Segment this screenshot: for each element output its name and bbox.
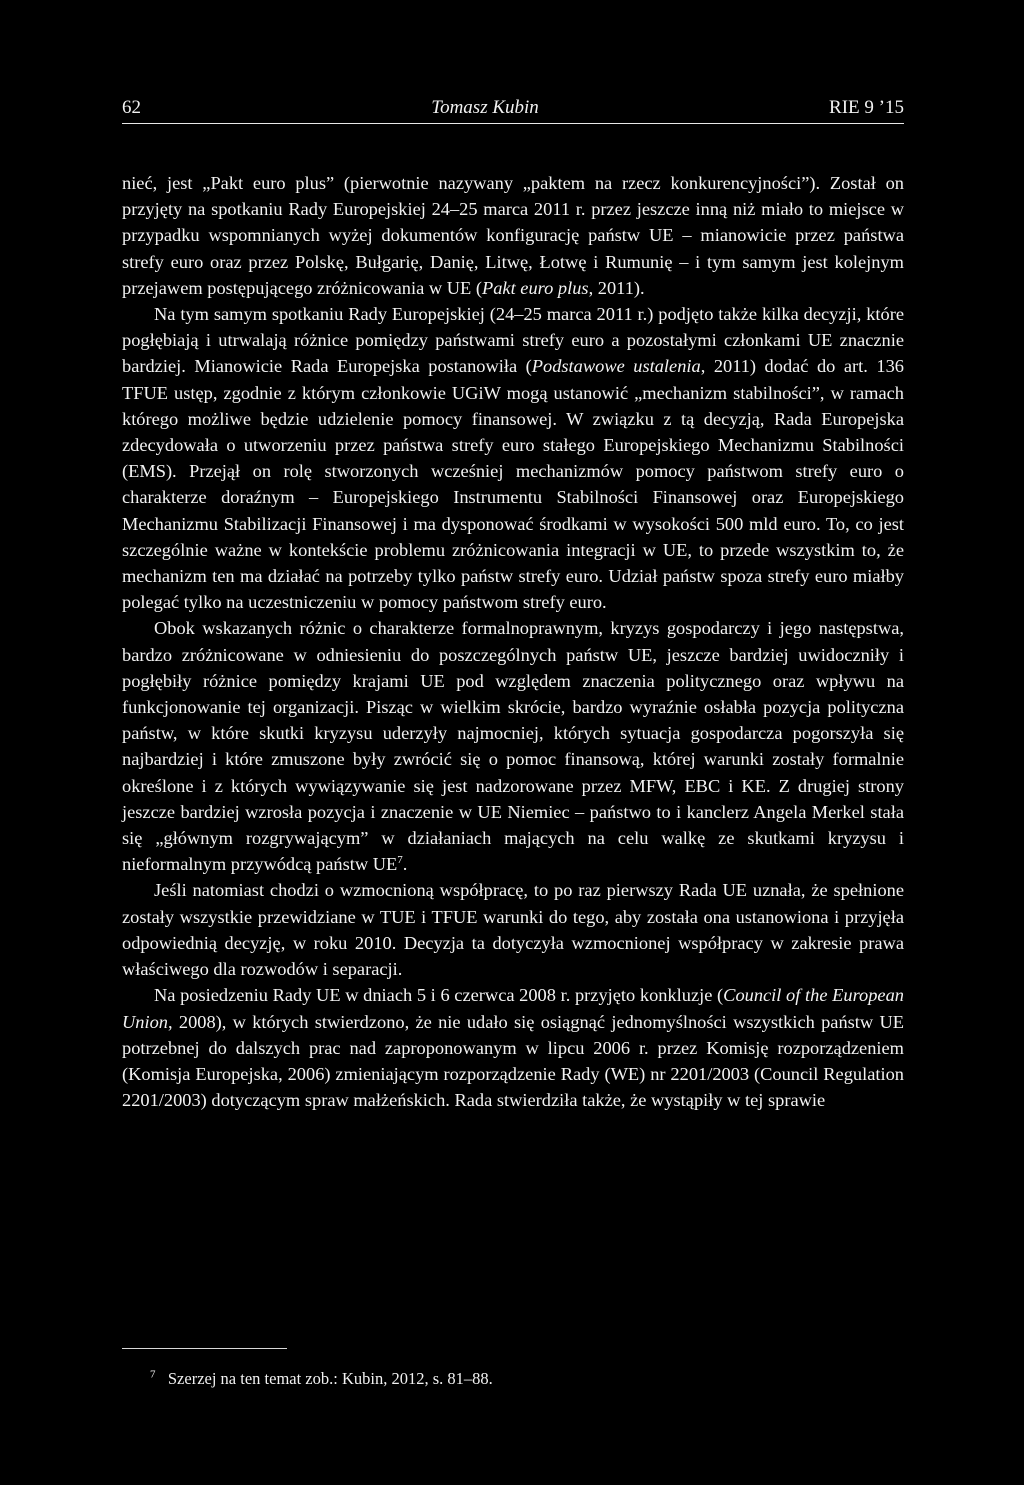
- paragraph-5-text-b: , 2008), w których stwierdzono, że nie udało się osiągnąć jednomyślności wszystkich państw UE potrzebnej do dalszych prac nad zaproponowanym w lipcu 2006 r. przez Komisję rozporządzeniem (Komisja Europejska, 2006) zmieniającym rozporządzenie Rady (WE) nr 2201/2003 (Council Regulation 2201/2003) dotyczącym spraw małżeńskich. Rada stwierdziła także, że wystąpiły w tej sprawie: [122, 1011, 904, 1111]
- footnote-reference[interactable]: 7: [397, 854, 403, 867]
- page: [122, 96, 904, 1113]
- paragraph-5: [122, 982, 904, 1113]
- paragraph-3-end: .: [402, 854, 408, 875]
- paragraph-5-text-a: Na posiedzeniu Rady UE w dniach 5 i 6 czerwca 2008 r. przyjęto konkluzje (: [154, 985, 724, 1006]
- running-header: [122, 96, 904, 124]
- paragraph-1-text: nieć, jest „Pakt euro plus” (pierwotnie nazywany „paktem na rzecz konkurencyjności”). Został on przyjęty na spotkaniu Rady Europejskiej 24–25 marca 2011 r. przez jeszcze inną niż miało to miejsce w przypadku wspomnianych wyżej dokumentów konfigurację państw UE – mianowicie przez państwa strefy euro oraz przez Polskę, Bułgarię, Danię, Litwę, Łotwę i Rumunię – i tym samym jest kolejnym przejawem postępującego zróżnicowania w UE (: [122, 173, 904, 298]
- paragraph-1-end: , 2011).: [588, 277, 645, 298]
- paragraph-1-italic: Pakt euro plus: [482, 277, 589, 298]
- journal-label: RIE 9 ’15: [829, 97, 904, 118]
- page-number: 62: [122, 97, 141, 118]
- footnote-item: [122, 1369, 904, 1389]
- paragraph-2-italic: Podstawowe ustalenia: [531, 356, 701, 377]
- paragraph-2: [122, 301, 904, 615]
- footnote-number: 7: [150, 1368, 156, 1381]
- paragraph-4: [122, 877, 904, 982]
- paragraph-3-text: Obok wskazanych różnic o charakterze formalnoprawnym, kryzys gospodarczy i jego następstwa, bardzo zróżnicowane w odniesieniu do poszczególnych państw UE, jeszcze bardziej uwidoczniły i pogłębiły różnice pomiędzy krajami UE pod względem znaczenia politycznego oraz wpływu na funkcjonowanie tej organizacji. Pisząc w wielkim skrócie, bardzo wyraźnie osłabła pozycja polityczna państw, w które skutki kryzysu uderzyły najmocniej, których sytuacja gospodarcza pogorszyła się najbardziej i które zmuszone były zwrócić się o pomoc finansową, której warunki zostały formalnie określone i z których wywiązywanie się jest nadzorowane przez MFW, EBC i KE. Z drugiej strony jeszcze bardziej wzrosła pozycja i znaczenie w UE Niemiec – państwo to i kanclerz Angela Merkel stała się „głównym rozgrywającym” w działaniach mających na celu walkę ze skutkami kryzysu i nieformalnym przywódcą państw UE: [122, 618, 904, 875]
- paragraph-4-text: Jeśli natomiast chodzi o wzmocnioną współpracę, to po raz pierwszy Rada UE uznała, że spełnione zostały wszystkie przewidziane w TUE i TFUE warunki do tego, aby została ona ustanowiona i przyjęła odpowiednią decyzję, w roku 2010. Decyzja ta dotyczyła wzmocnionej współpracy w zakresie prawa właściwego dla rozwodów i separacji.: [122, 880, 904, 980]
- body-text: [122, 170, 904, 1113]
- footnote-divider: [122, 1348, 287, 1349]
- running-author: Tomasz Kubin: [431, 97, 539, 118]
- paragraph-3: [122, 615, 904, 877]
- footnote-text: Szerzej na ten temat zob.: Kubin, 2012, s. 81–88.: [167, 1369, 493, 1388]
- paragraph-5-italic: Council of the European Union: [122, 985, 904, 1032]
- paragraph-1: [122, 170, 904, 301]
- paragraph-2-text-a: Na tym samym spotkaniu Rady Europejskiej (24–25 marca 2011 r.) podjęto także kilka decyzji, które pogłębiają i utrwalają różnice pomiędzy państwami strefy euro a pozostałymi członkami UE znacznie bardziej. Mianowicie Rada Europejska postanowiła (: [122, 304, 904, 377]
- footnotes: [122, 1348, 904, 1389]
- paragraph-2-text-b: , 2011) dodać do art. 136 TFUE ustęp, zgodnie z którym członkowie UGiW mogą ustanowić „mechanizm stabilności”, w ramach którego możliwe będzie udzielenie pomocy finansowej. W związku z tą decyzją, Rada Europejska zdecydowała o utworzeniu przez państwa strefy euro stałego Europejskiego Mechanizmu Stabilności (EMS). Przejął on rolę stworzonych wcześniej mechanizmów pomocy państwom strefy euro o charakterze doraźnym – Europejskiego Instrumentu Stabilności Finansowej oraz Europejskiego Mechanizmu Stabilizacji Finansowej i ma dysponować środkami w wysokości 500 mld euro. To, co jest szczególnie ważne w kontekście problemu zróżnicowania integracji w UE, to przede wszystkim to, że mechanizm ten ma działać na potrzeby tylko państw strefy euro. Udział państw spoza strefy euro miałby polegać tylko na uczestniczeniu w pomocy państwom strefy euro.: [122, 356, 904, 613]
